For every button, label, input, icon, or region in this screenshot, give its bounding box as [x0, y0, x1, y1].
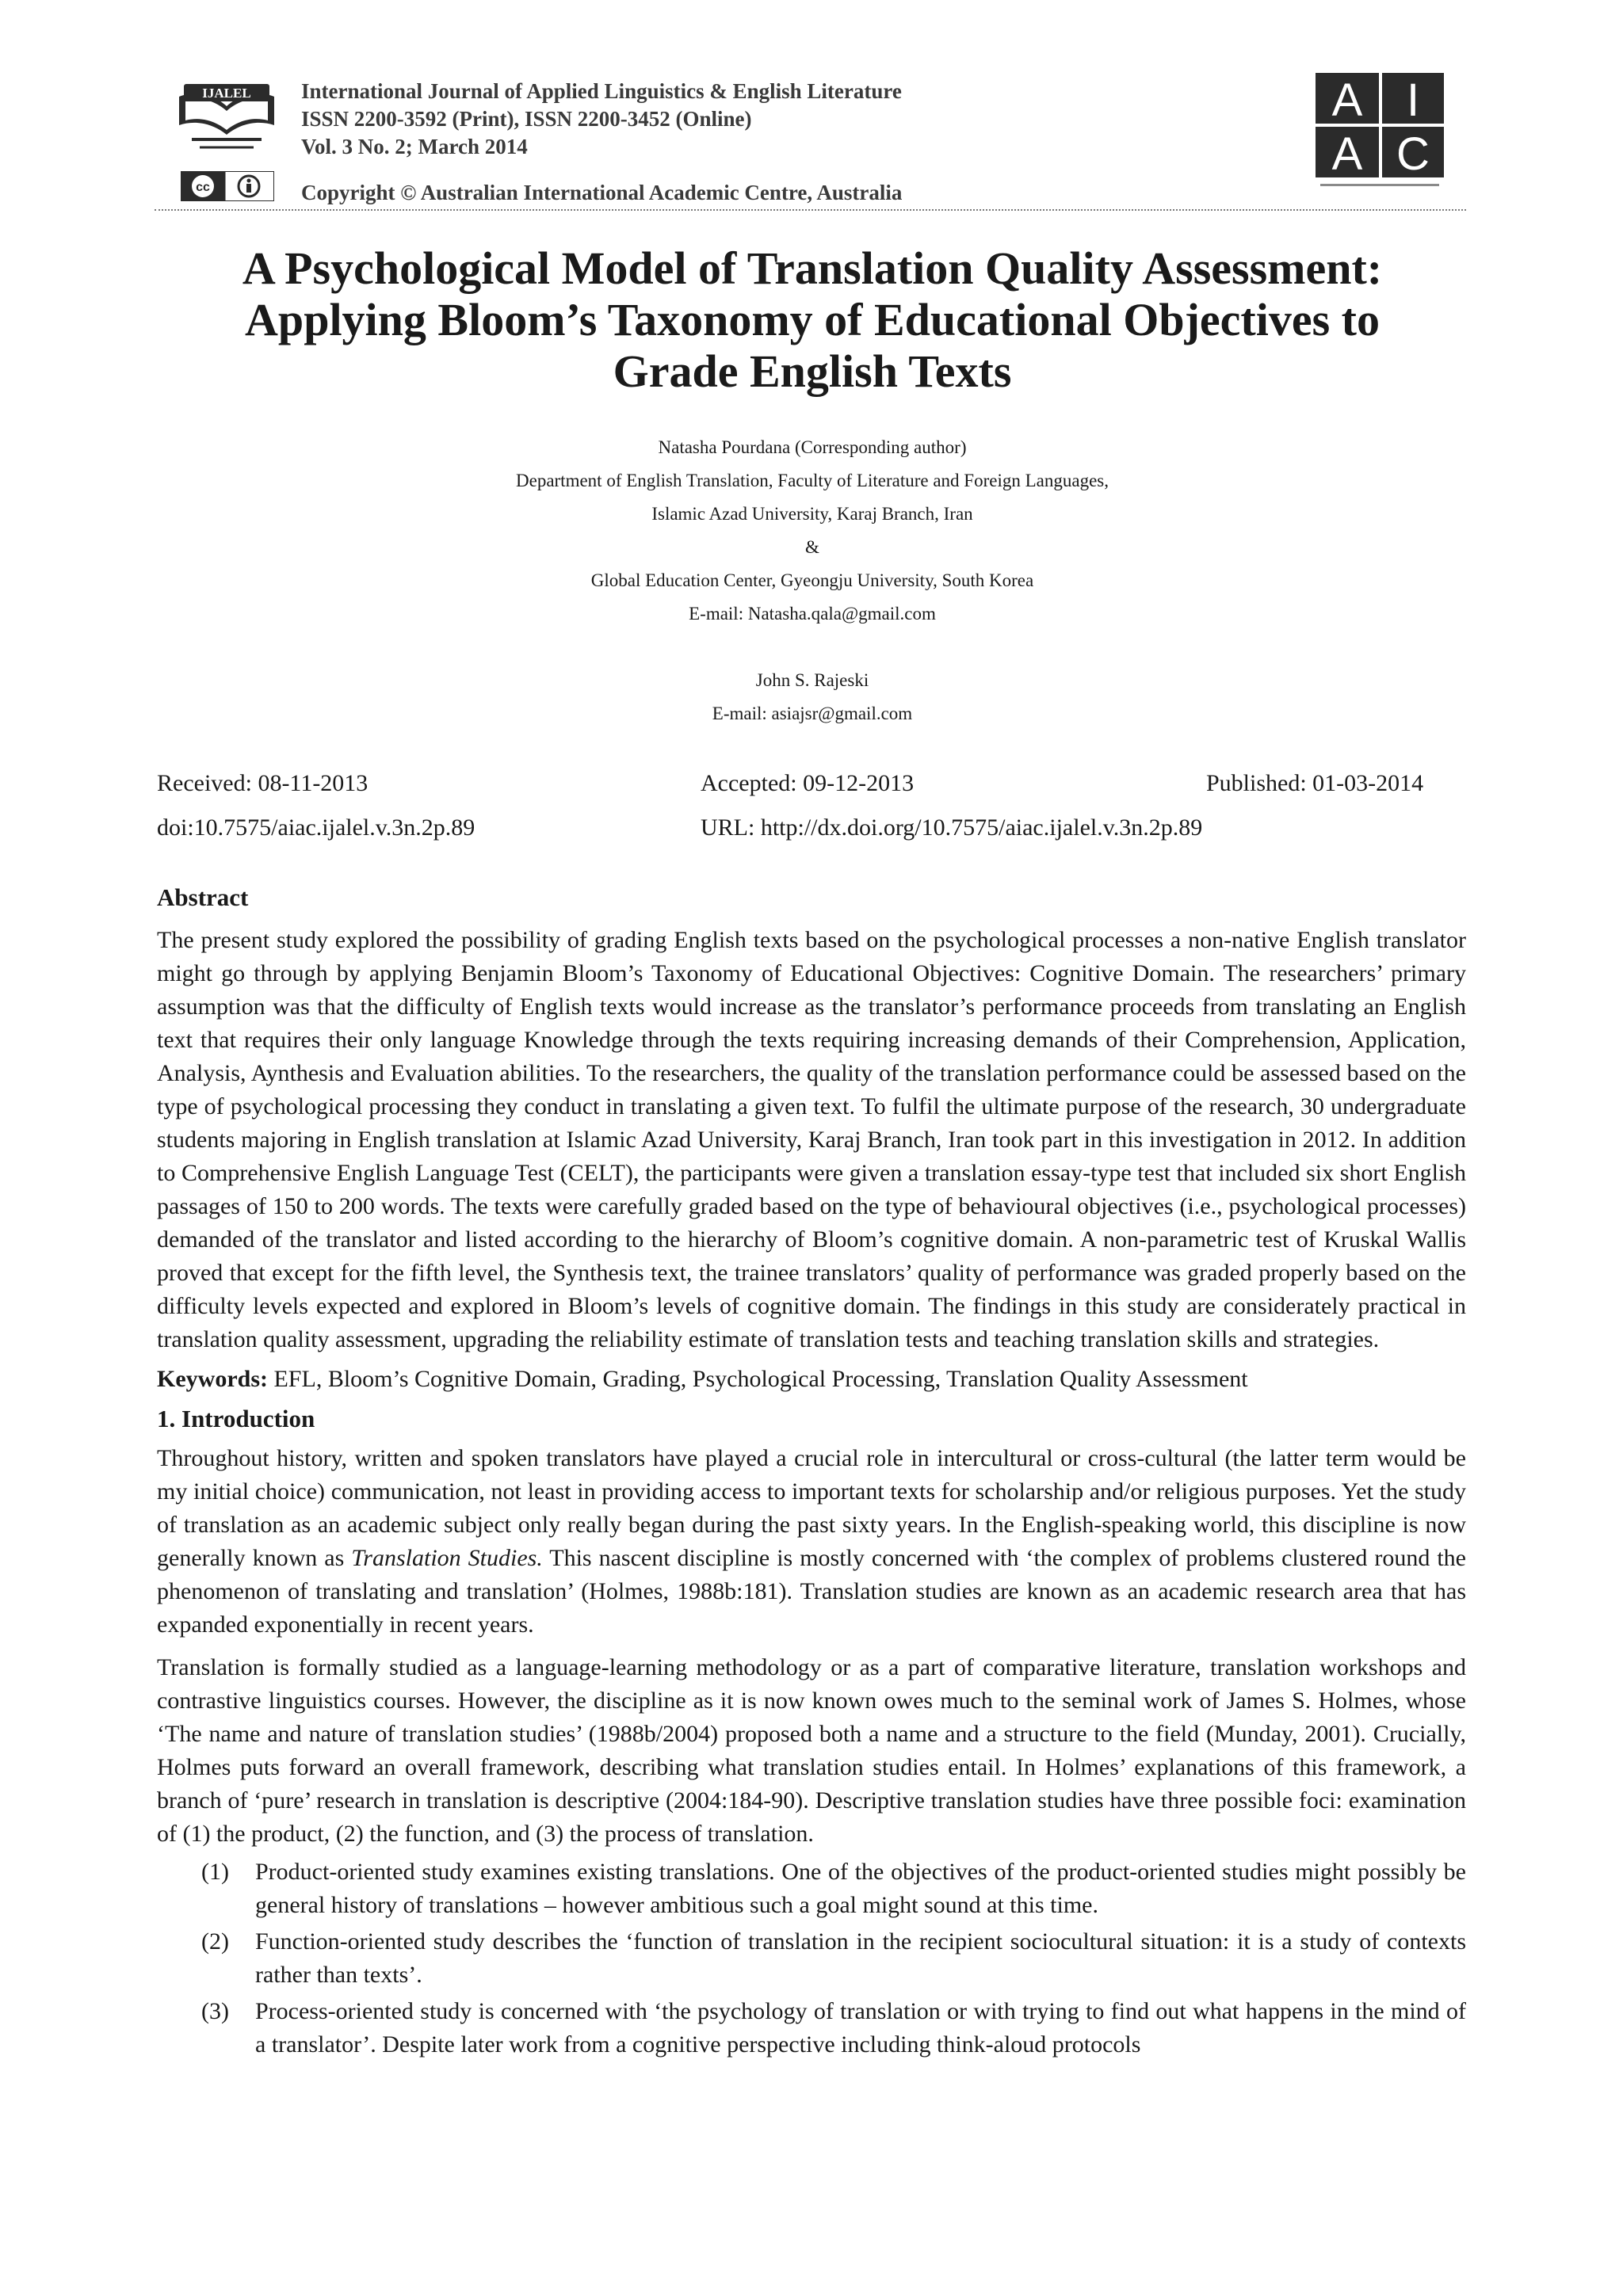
- accepted-date: Accepted: 09-12-2013: [701, 770, 915, 796]
- received-date: Received: 08-11-2013: [157, 770, 369, 796]
- journal-name: International Journal of Applied Linguistics & English Literature: [301, 79, 902, 103]
- list-item-number: (2): [201, 1928, 229, 1955]
- journal-logo-text: IJALEL: [202, 86, 251, 101]
- intro-heading: 1. Introduction: [157, 1405, 315, 1432]
- foci-list: [157, 1855, 1466, 2061]
- doi-url: URL: http://dx.doi.org/10.7575/aiac.ijalel.v.3n.2p.89: [701, 814, 1203, 841]
- journal-logo: [176, 79, 277, 155]
- aiac-logo: [1316, 73, 1444, 190]
- intro-paragraph-2: Translation is formally studied as a language-learning methodology or as a part of comparative literature, translation workshops and contrastive linguistics courses. However, the discipline as it is now known owes much to the seminal work of James S. Holmes, whose ‘The name and nature of translation studies’ (1988b/2004) proposed both a name and a structure to the field (Munday, 2001). Crucially, Holmes puts forward an overall framework, describing what translation studies entail. In Holmes’ explanations of this framework, a branch of ‘pure’ research in translation is descriptive (2004:184-90). Descriptive translation studies have three possible foci: examination of (1) the product, (2) the function, and (3) the process of translation.: [157, 1654, 1466, 1847]
- title-line-2: Applying Bloom’s Taxonomy of Educational Objectives to: [245, 294, 1380, 345]
- aiac-letter-4: C: [1396, 128, 1430, 180]
- intro-p1-text-b: This nascent discipline is mostly concerned with ‘the complex of problems clustered round the phenomenon of translating and translation’ (Holmes, 1988b:181). Translation studies are known as an academic research area that has expanded exponentially in recent years.: [157, 1545, 1466, 1638]
- journal-issn: ISSN 2200-3592 (Print), ISSN 2200-3452 (Online): [301, 107, 752, 131]
- list-item-number: (3): [201, 1998, 229, 2024]
- cc-icon: cc: [196, 181, 210, 194]
- keywords-label: Keywords:: [157, 1366, 268, 1392]
- author-1-affiliation-1: Department of English Translation, Faculty of Literature and Foreign Languages,: [516, 471, 1109, 490]
- aiac-letter-2: I: [1406, 74, 1420, 126]
- author-1-email: E-mail: Natasha.qala@gmail.com: [689, 604, 936, 624]
- aiac-letter-3: A: [1331, 128, 1363, 180]
- journal-header: [301, 78, 902, 161]
- intro-p1-emphasis: Translation Studies.: [351, 1545, 543, 1571]
- list-item: [157, 1855, 1466, 1922]
- title-line-1: A Psychological Model of Translation Quality Assessment:: [242, 242, 1383, 294]
- published-date: Published: 01-03-2014: [1206, 770, 1424, 796]
- keywords-text: EFL, Bloom’s Cognitive Domain, Grading, Psychological Processing, Translation Quality Assessment: [267, 1366, 1248, 1392]
- paper-body: [157, 881, 1466, 2065]
- author-2-name: John S. Rajeski: [755, 670, 869, 690]
- list-item-text: Process-oriented study is concerned with ‘the psychology of translation or with trying to find out what happens in the mind of a translator’. Despite later work from a cognitive perspective including think-aloud protocols: [255, 1998, 1466, 2058]
- list-item-text: Function-oriented study describes the ‘function of translation in the recipient sociocultural situation: it is a study of contexts rather than texts’.: [255, 1928, 1466, 1988]
- list-item: [157, 1995, 1466, 2061]
- author-1-name: Natasha Pourdana (Corresponding author): [658, 437, 967, 457]
- list-item: [157, 1925, 1466, 1992]
- abstract-text: The present study explored the possibility of grading English texts based on the psychological processes a non-native English translator might go through by applying Benjamin Bloom’s Taxonomy of Educational Objectives: Cognitive Domain. The researchers’ primary assumption was that the difficulty of English texts would increase as the translator’s performance proceeds from translating an English text that requires their only language Knowledge through the texts requiring increasing demands of their Comprehension, Application, Analysis, Aynthesis and Evaluation abilities. To the researchers, the quality of the translation performance could be assessed based on the type of psychological processing they conduct in translating a given text. To fulfil the ultimate purpose of the research, 30 undergraduate students majoring in English translation at Islamic Azad University, Karaj Branch, Iran took part in this investigation in 2012. In addition to Comprehensive English Language Test (CELT), the participants were given a translation essay-type test that included six short English passages of 150 to 200 words. The texts were carefully graded based on the type of behavioural objectives (i.e., psychological processes) demanded of the translator and listed according to the hierarchy of Bloom’s cognitive domain. A non-parametric test of Kruskal Wallis proved that except for the fifth level, the Synthesis text, the trainee translators’ quality of performance was graded properly based on the difficulty levels expected and explored in Bloom’s levels of cognitive domain. The findings in this study are considerately practical in translation quality assessment, upgrading the reliability estimate of translation tests and teaching translation skills and strategies.: [157, 927, 1466, 1352]
- intro-p1-text-a: Throughout history, written and spoken translators have played a crucial role in intercultural or cross-cultural (the latter term would be my initial choice) communication, not least in providing access to important texts for scholarship and/or religious purposes. Yet the study of translation as an academic subject only really began during the past sixty years. In the English-speaking world, this discipline is now generally known as: [157, 1445, 1466, 1571]
- list-item-number: (1): [201, 1859, 229, 1885]
- affiliation-separator: &: [805, 537, 819, 557]
- keywords-line: [157, 1363, 1466, 1396]
- author-1-affiliation-2: Islamic Azad University, Karaj Branch, Iran: [651, 504, 973, 524]
- doi-text: doi:10.7575/aiac.ijalel.v.3n.2p.89: [157, 814, 475, 841]
- list-item-text: Product-oriented study examines existing translations. One of the objectives of the product-oriented studies might possibly be general history of translations – however ambitious such a goal might sound at this time.: [255, 1859, 1466, 1918]
- author-1-affiliation-3: Global Education Center, Gyeongju University, South Korea: [590, 570, 1034, 590]
- copyright-line: Copyright © Australian International Academic Centre, Australia: [301, 181, 903, 204]
- author-2-email: E-mail: asiajsr@gmail.com: [712, 704, 913, 723]
- journal-volume: Vol. 3 No. 2; March 2014: [301, 135, 528, 158]
- abstract-heading: Abstract: [157, 883, 249, 911]
- author-block: [158, 431, 1466, 730]
- paper-title: [158, 242, 1466, 397]
- intro-paragraph-1: [157, 1442, 1466, 1642]
- creative-commons-badge: [181, 171, 274, 201]
- title-line-3: Grade English Texts: [613, 345, 1012, 397]
- aiac-letter-1: A: [1331, 74, 1363, 126]
- header-divider: [155, 209, 1466, 211]
